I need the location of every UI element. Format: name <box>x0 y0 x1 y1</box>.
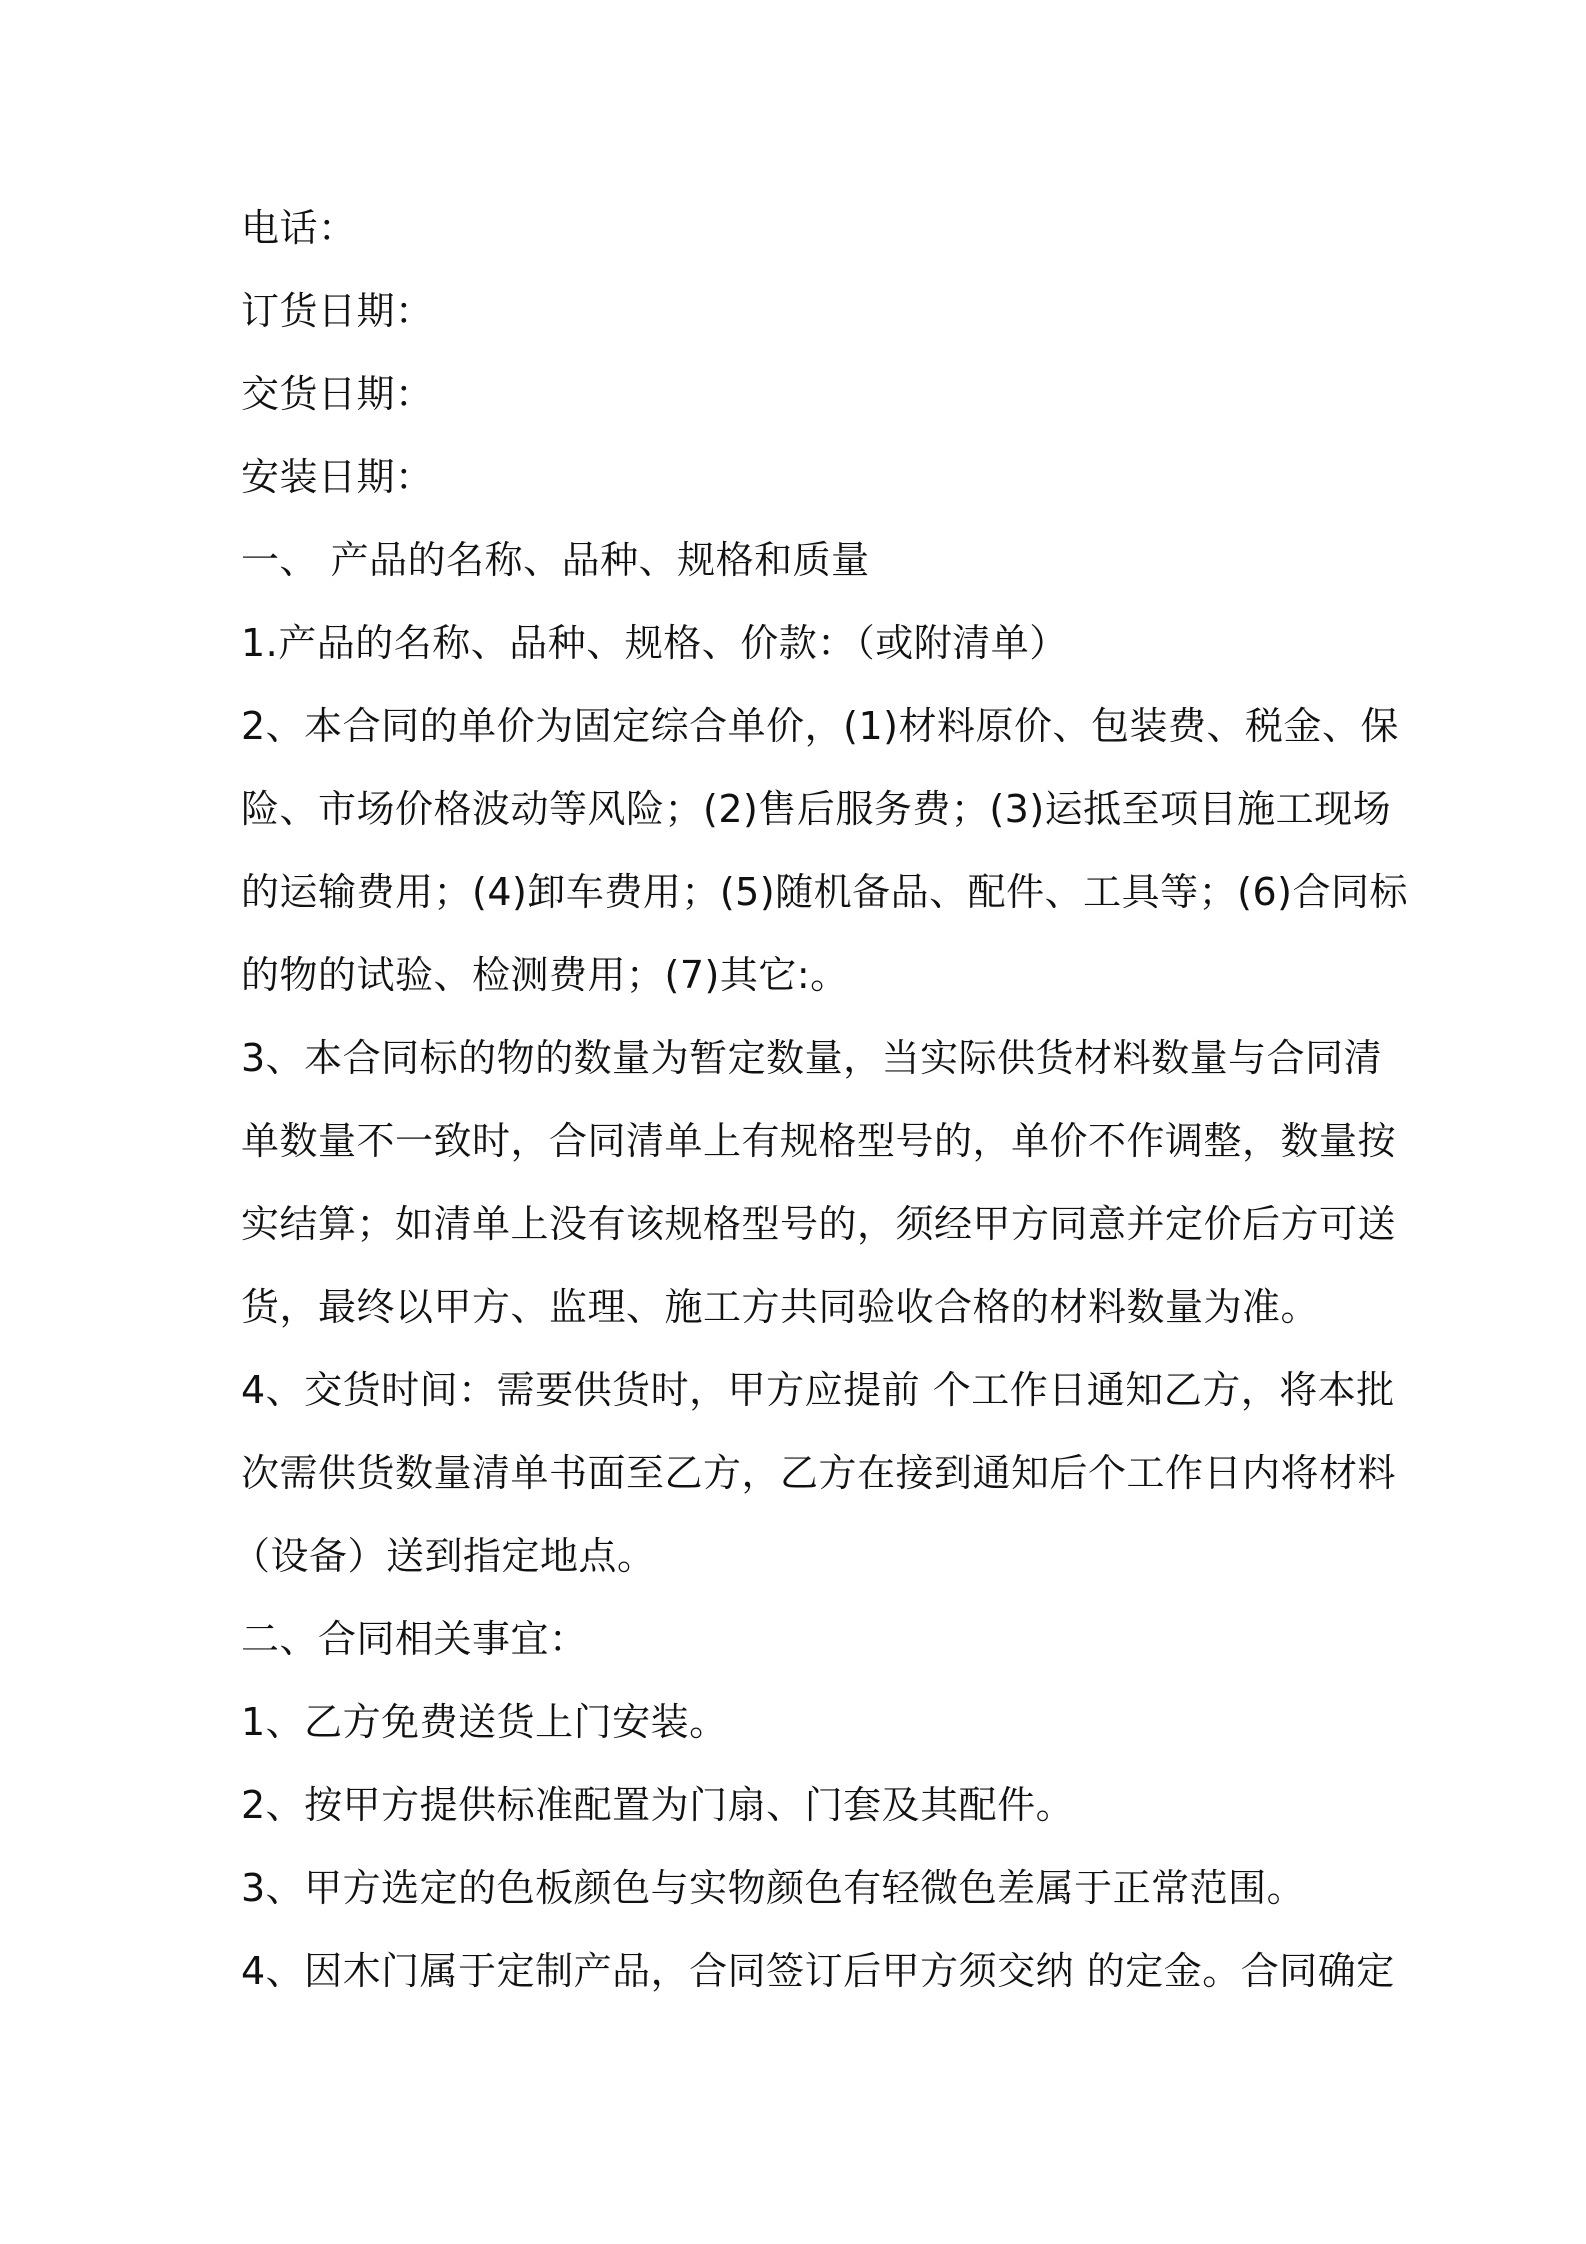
clause-2-2: 2、按甲方提供标准配置为门扇、门套及其配件。 <box>241 1783 1075 1827</box>
clause-2-4: 4、因木门属于定制产品，合同签订后甲方须交纳 的定金。合同确定 <box>241 1949 1395 1993</box>
clause-1-3-line-4: 货，最终以甲方、监理、施工方共同验收合格的材料数量为准。 <box>241 1285 1320 1329</box>
clause-1-3-line-1: 3、本合同标的物的数量为暂定数量，当实际供货材料数量与合同清 <box>241 1036 1383 1080</box>
section-1-heading: 一、 产品的名称、品种、规格和质量 <box>241 538 870 582</box>
clause-2-1: 1、乙方免费送货上门安装。 <box>241 1700 728 1744</box>
clause-1-2-line-4: 的物的试验、检测费用；(7)其它:。 <box>241 953 849 997</box>
clause-1-2-line-3: 的运输费用；(4)卸车费用；(5)随机备品、配件、工具等；(6)合同标 <box>241 870 1408 914</box>
clause-1-2-line-2: 险、市场价格波动等风险；(2)售后服务费；(3)运抵至项目施工现场 <box>241 787 1392 831</box>
order-date-label: 订货日期： <box>241 289 434 333</box>
clause-1-4-line-3: （设备）送到指定地点。 <box>232 1534 656 1578</box>
clause-1-1: 1.产品的名称、品种、规格、价款：（或附清单） <box>241 621 1068 665</box>
clause-1-4-line-2: 次需供货数量清单书面至乙方，乙方在接到通知后个工作日内将材料 <box>241 1451 1397 1495</box>
delivery-date-label: 交货日期： <box>241 372 434 416</box>
phone-label: 电话： <box>241 206 357 250</box>
clause-2-3: 3、甲方选定的色板颜色与实物颜色有轻微色差属于正常范围。 <box>241 1866 1306 1910</box>
clause-1-3-line-2: 单数量不一致时，合同清单上有规格型号的，单价不作调整，数量按 <box>241 1119 1397 1163</box>
install-date-label: 安装日期： <box>241 455 434 499</box>
clause-1-2-line-1: 2、本合同的单价为固定综合单价，(1)材料原价、包装费、税金、保 <box>241 704 1400 748</box>
section-2-heading: 二、合同相关事宜： <box>241 1617 588 1661</box>
clause-1-3-line-3: 实结算；如清单上没有该规格型号的，须经甲方同意并定价后方可送 <box>241 1202 1397 1246</box>
clause-1-4-line-1: 4、交货时间：需要供货时，甲方应提前 个工作日通知乙方，将本批 <box>241 1368 1395 1412</box>
